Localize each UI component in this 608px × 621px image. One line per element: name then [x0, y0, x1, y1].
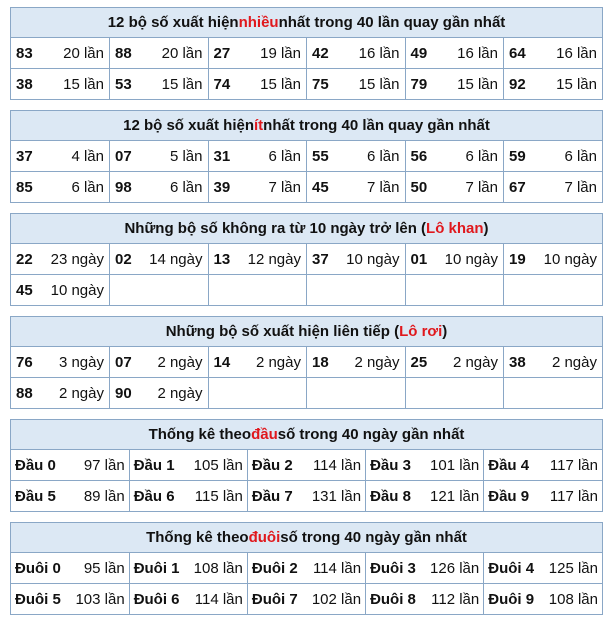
cell-count: 7 lần: [268, 178, 301, 196]
table-cell: [484, 481, 602, 512]
table-cell: [11, 584, 129, 615]
table-cell: [110, 38, 209, 69]
table-row: [11, 69, 602, 100]
cell-key: 45: [16, 281, 33, 299]
cell-key: 88: [115, 44, 132, 62]
cell-key: 79: [410, 75, 428, 93]
title-highlight: Lô khan: [426, 220, 484, 237]
cell-key: 01: [410, 250, 428, 268]
cell-count: 112 lần: [431, 590, 480, 608]
cell-key: 88: [16, 384, 33, 402]
panel-lo-khan: [10, 213, 603, 306]
cell-count: 126 lần: [430, 559, 480, 577]
cell-count: 2 ngày: [551, 353, 597, 371]
table-cell: [11, 481, 129, 512]
table-cell: [484, 553, 602, 584]
table-cell: [307, 378, 406, 409]
cell-key: 13: [213, 250, 231, 268]
cell-count: 20 lần: [63, 44, 104, 62]
cell-key: 22: [16, 250, 33, 268]
cell-key: 38: [16, 75, 33, 93]
cell-count: 6 lần: [169, 178, 203, 196]
title-highlight: đầu: [251, 426, 278, 443]
panel-head-stats: [10, 419, 603, 512]
table-row: [11, 378, 602, 409]
table-cell: [110, 347, 209, 378]
panel-least-frequent: [10, 110, 603, 203]
cell-key: 07: [115, 353, 132, 371]
cell-count: 3 ngày: [58, 353, 104, 371]
cell-key: Đuôi 1: [133, 559, 180, 577]
cell-key: 59: [509, 147, 526, 165]
cell-key: 39: [213, 178, 231, 196]
table-row: [11, 172, 602, 203]
table-cell: [504, 378, 603, 409]
cell-key: 49: [410, 44, 428, 62]
table-cell: [405, 244, 504, 275]
panel-title: [11, 317, 602, 347]
title-highlight: đuôi: [248, 529, 281, 546]
table-cell: [11, 553, 129, 584]
cell-key: 74: [213, 75, 231, 93]
cell-count: 6 lần: [366, 147, 400, 165]
cell-key: 85: [16, 178, 33, 196]
table-cell: [129, 481, 247, 512]
table-cell: [11, 141, 110, 172]
cell-count: 2 ngày: [255, 353, 301, 371]
cell-count: 16 lần: [556, 44, 597, 62]
title-highlight: ít: [254, 117, 264, 134]
table-cell: [11, 38, 110, 69]
title-highlight: Lô rơi: [399, 323, 443, 340]
title-part: ): [483, 220, 489, 237]
cell-key: Đầu 8: [370, 487, 411, 505]
table-cell: [307, 141, 406, 172]
table-cell: [366, 584, 484, 615]
cell-count: 10 ngày: [346, 250, 400, 268]
cell-count: 15 lần: [161, 75, 203, 93]
cell-count: 95 lần: [83, 559, 125, 577]
table-cell: [405, 378, 504, 409]
table-cell: [366, 481, 484, 512]
cell-key: Đuôi 8: [370, 590, 416, 608]
cell-key: 27: [213, 44, 231, 62]
table-cell: [247, 481, 365, 512]
cell-count: 5 lần: [169, 147, 203, 165]
title-part: Thống kê theo: [146, 529, 249, 546]
cell-count: 125 lần: [548, 559, 598, 577]
table-cell: [504, 347, 603, 378]
cell-count: 23 ngày: [50, 250, 104, 268]
table-cell: [307, 275, 406, 306]
title-part: nhất trong 40 lần quay gần nhất: [263, 117, 490, 134]
cell-key: Đầu 3: [370, 456, 411, 474]
cell-count: 7 lần: [465, 178, 498, 196]
table-cell: [110, 378, 209, 409]
table-cell: [11, 244, 110, 275]
cell-key: 31: [213, 147, 231, 165]
cell-count: 117 lần: [549, 456, 598, 474]
panel-tail-stats: [10, 522, 603, 615]
cell-key: Đầu 5: [15, 487, 56, 505]
cell-key: Đầu 6: [133, 487, 175, 505]
panel-title: [11, 420, 602, 450]
cell-count: 6 lần: [268, 147, 301, 165]
cell-key: Đuôi 7: [251, 590, 298, 608]
cell-key: Đầu 0: [15, 456, 56, 474]
table-cell: [504, 275, 603, 306]
panel-lo-roi: [10, 316, 603, 409]
table-cell: [11, 347, 110, 378]
stats-table: [11, 141, 602, 202]
table-cell: [247, 553, 365, 584]
cell-key: Đuôi 4: [488, 559, 535, 577]
cell-count: 114 lần: [312, 456, 362, 474]
cell-key: 42: [312, 44, 329, 62]
table-cell: [129, 450, 247, 481]
cell-count: 16 lần: [457, 44, 498, 62]
table-cell: [405, 275, 504, 306]
cell-count: 10 ngày: [444, 250, 498, 268]
table-cell: [208, 347, 307, 378]
cell-key: Đầu 7: [251, 487, 293, 505]
table-cell: [11, 69, 110, 100]
cell-key: 50: [410, 178, 428, 196]
cell-key: 64: [509, 44, 526, 62]
cell-count: 15 lần: [556, 75, 597, 93]
table-cell: [307, 69, 406, 100]
cell-count: 15 lần: [358, 75, 400, 93]
cell-count: 19 lần: [260, 44, 301, 62]
panel-title: [11, 111, 602, 141]
table-cell: [247, 450, 365, 481]
cell-count: 14 ngày: [149, 250, 203, 268]
cell-count: 105 lần: [193, 456, 243, 474]
table-row: [11, 244, 602, 275]
cell-count: 12 ngày: [247, 250, 301, 268]
table-cell: [504, 38, 603, 69]
cell-count: 2 ngày: [354, 353, 400, 371]
table-cell: [208, 69, 307, 100]
table-cell: [110, 275, 209, 306]
table-row: [11, 450, 602, 481]
cell-key: 76: [16, 353, 33, 371]
cell-count: 6 lần: [465, 147, 498, 165]
cell-key: 38: [509, 353, 526, 371]
title-part: nhất trong 40 lần quay gần nhất: [278, 14, 506, 31]
table-cell: [504, 141, 603, 172]
panel-title: [11, 523, 602, 553]
cell-key: 02: [115, 250, 132, 268]
title-highlight: nhiều: [238, 14, 279, 31]
cell-key: 53: [115, 75, 132, 93]
title-part: 12 bộ số xuất hiện: [107, 14, 239, 31]
stats-table: [11, 450, 602, 511]
cell-key: 67: [509, 178, 526, 196]
cell-key: Đầu 4: [488, 456, 530, 474]
table-cell: [208, 378, 307, 409]
table-cell: [504, 69, 603, 100]
stats-table: [11, 347, 602, 408]
table-cell: [208, 275, 307, 306]
title-part: số trong 40 ngày gần nhất: [280, 529, 467, 546]
cell-key: Đuôi 0: [15, 559, 61, 577]
table-cell: [307, 38, 406, 69]
cell-count: 6 lần: [71, 178, 104, 196]
table-cell: [405, 38, 504, 69]
cell-key: 37: [312, 250, 329, 268]
cell-count: 121 lần: [430, 487, 480, 505]
table-row: [11, 141, 602, 172]
title-part: 12 bộ số xuất hiện: [123, 117, 254, 134]
table-cell: [11, 450, 129, 481]
cell-key: Đuôi 6: [133, 590, 180, 608]
cell-key: 18: [312, 353, 329, 371]
cell-count: 4 lần: [71, 147, 104, 165]
table-cell: [405, 69, 504, 100]
table-cell: [110, 141, 209, 172]
cell-key: 25: [410, 353, 428, 371]
table-cell: [208, 244, 307, 275]
cell-count: 2 ngày: [452, 353, 498, 371]
cell-key: 07: [115, 147, 132, 165]
cell-count: 103 lần: [75, 590, 125, 608]
cell-key: Đầu 9: [488, 487, 530, 505]
cell-key: 90: [115, 384, 132, 402]
table-cell: [208, 172, 307, 203]
table-cell: [484, 450, 602, 481]
cell-count: 7 lần: [564, 178, 597, 196]
table-row: [11, 584, 602, 615]
table-cell: [129, 553, 247, 584]
cell-key: Đuôi 3: [370, 559, 416, 577]
cell-key: 98: [115, 178, 132, 196]
cell-count: 7 lần: [366, 178, 400, 196]
table-row: [11, 347, 602, 378]
table-cell: [307, 347, 406, 378]
cell-count: 16 lần: [358, 44, 400, 62]
cell-count: 2 ngày: [157, 353, 203, 371]
panel-title: [11, 214, 602, 244]
cell-count: 115 lần: [194, 487, 243, 505]
table-cell: [11, 378, 110, 409]
table-cell: [110, 69, 209, 100]
cell-count: 117 lần: [549, 487, 598, 505]
cell-count: 15 lần: [63, 75, 104, 93]
table-cell: [247, 584, 365, 615]
table-cell: [366, 553, 484, 584]
table-cell: [504, 244, 603, 275]
table-cell: [405, 172, 504, 203]
table-cell: [11, 172, 110, 203]
title-part: Thống kê theo: [148, 426, 252, 443]
table-cell: [110, 172, 209, 203]
cell-key: 83: [16, 44, 33, 62]
cell-count: 108 lần: [193, 559, 243, 577]
cell-count: 101 lần: [430, 456, 480, 474]
title-part: Những bộ số xuất hiện liên tiếp (: [165, 323, 400, 340]
cell-count: 97 lần: [83, 456, 125, 474]
cell-count: 20 lần: [161, 44, 203, 62]
cell-key: 14: [213, 353, 231, 371]
cell-key: Đầu 1: [133, 456, 175, 474]
table-cell: [208, 141, 307, 172]
cell-key: Đuôi 5: [15, 590, 61, 608]
cell-count: 15 lần: [457, 75, 498, 93]
cell-key: 75: [312, 75, 329, 93]
table-cell: [405, 347, 504, 378]
table-cell: [307, 172, 406, 203]
cell-count: 2 ngày: [157, 384, 203, 402]
stats-table: [11, 553, 602, 614]
title-part: Những bộ số không ra từ 10 ngày trở lên (: [124, 220, 427, 237]
cell-key: Đuôi 9: [488, 590, 535, 608]
cell-count: 114 lần: [312, 559, 362, 577]
cell-count: 6 lần: [564, 147, 597, 165]
cell-key: 55: [312, 147, 329, 165]
cell-key: Đuôi 2: [251, 559, 298, 577]
cell-count: 102 lần: [311, 590, 362, 608]
panel-most-frequent: [10, 7, 603, 100]
table-row: [11, 275, 602, 306]
cell-key: 19: [509, 250, 526, 268]
table-row: [11, 481, 602, 512]
table-row: [11, 553, 602, 584]
title-part: ): [442, 323, 448, 340]
cell-count: 15 lần: [260, 75, 301, 93]
table-cell: [504, 172, 603, 203]
cell-key: 37: [16, 147, 33, 165]
title-part: số trong 40 ngày gần nhất: [277, 426, 465, 443]
cell-key: 56: [410, 147, 428, 165]
table-row: [11, 38, 602, 69]
table-cell: [110, 244, 209, 275]
table-cell: [208, 38, 307, 69]
cell-count: 108 lần: [548, 590, 598, 608]
cell-key: 92: [509, 75, 526, 93]
cell-count: 131 lần: [311, 487, 362, 505]
cell-count: 10 ngày: [50, 281, 104, 299]
table-cell: [11, 275, 110, 306]
table-cell: [405, 141, 504, 172]
cell-count: 114 lần: [194, 590, 243, 608]
cell-count: 2 ngày: [58, 384, 104, 402]
table-cell: [307, 244, 406, 275]
stats-table: [11, 244, 602, 305]
cell-key: 45: [312, 178, 329, 196]
table-cell: [129, 584, 247, 615]
cell-count: 10 ngày: [543, 250, 597, 268]
stats-table: [11, 38, 602, 99]
table-cell: [484, 584, 602, 615]
table-cell: [366, 450, 484, 481]
cell-key: Đầu 2: [251, 456, 293, 474]
panel-title: [11, 8, 602, 38]
cell-count: 89 lần: [83, 487, 125, 505]
